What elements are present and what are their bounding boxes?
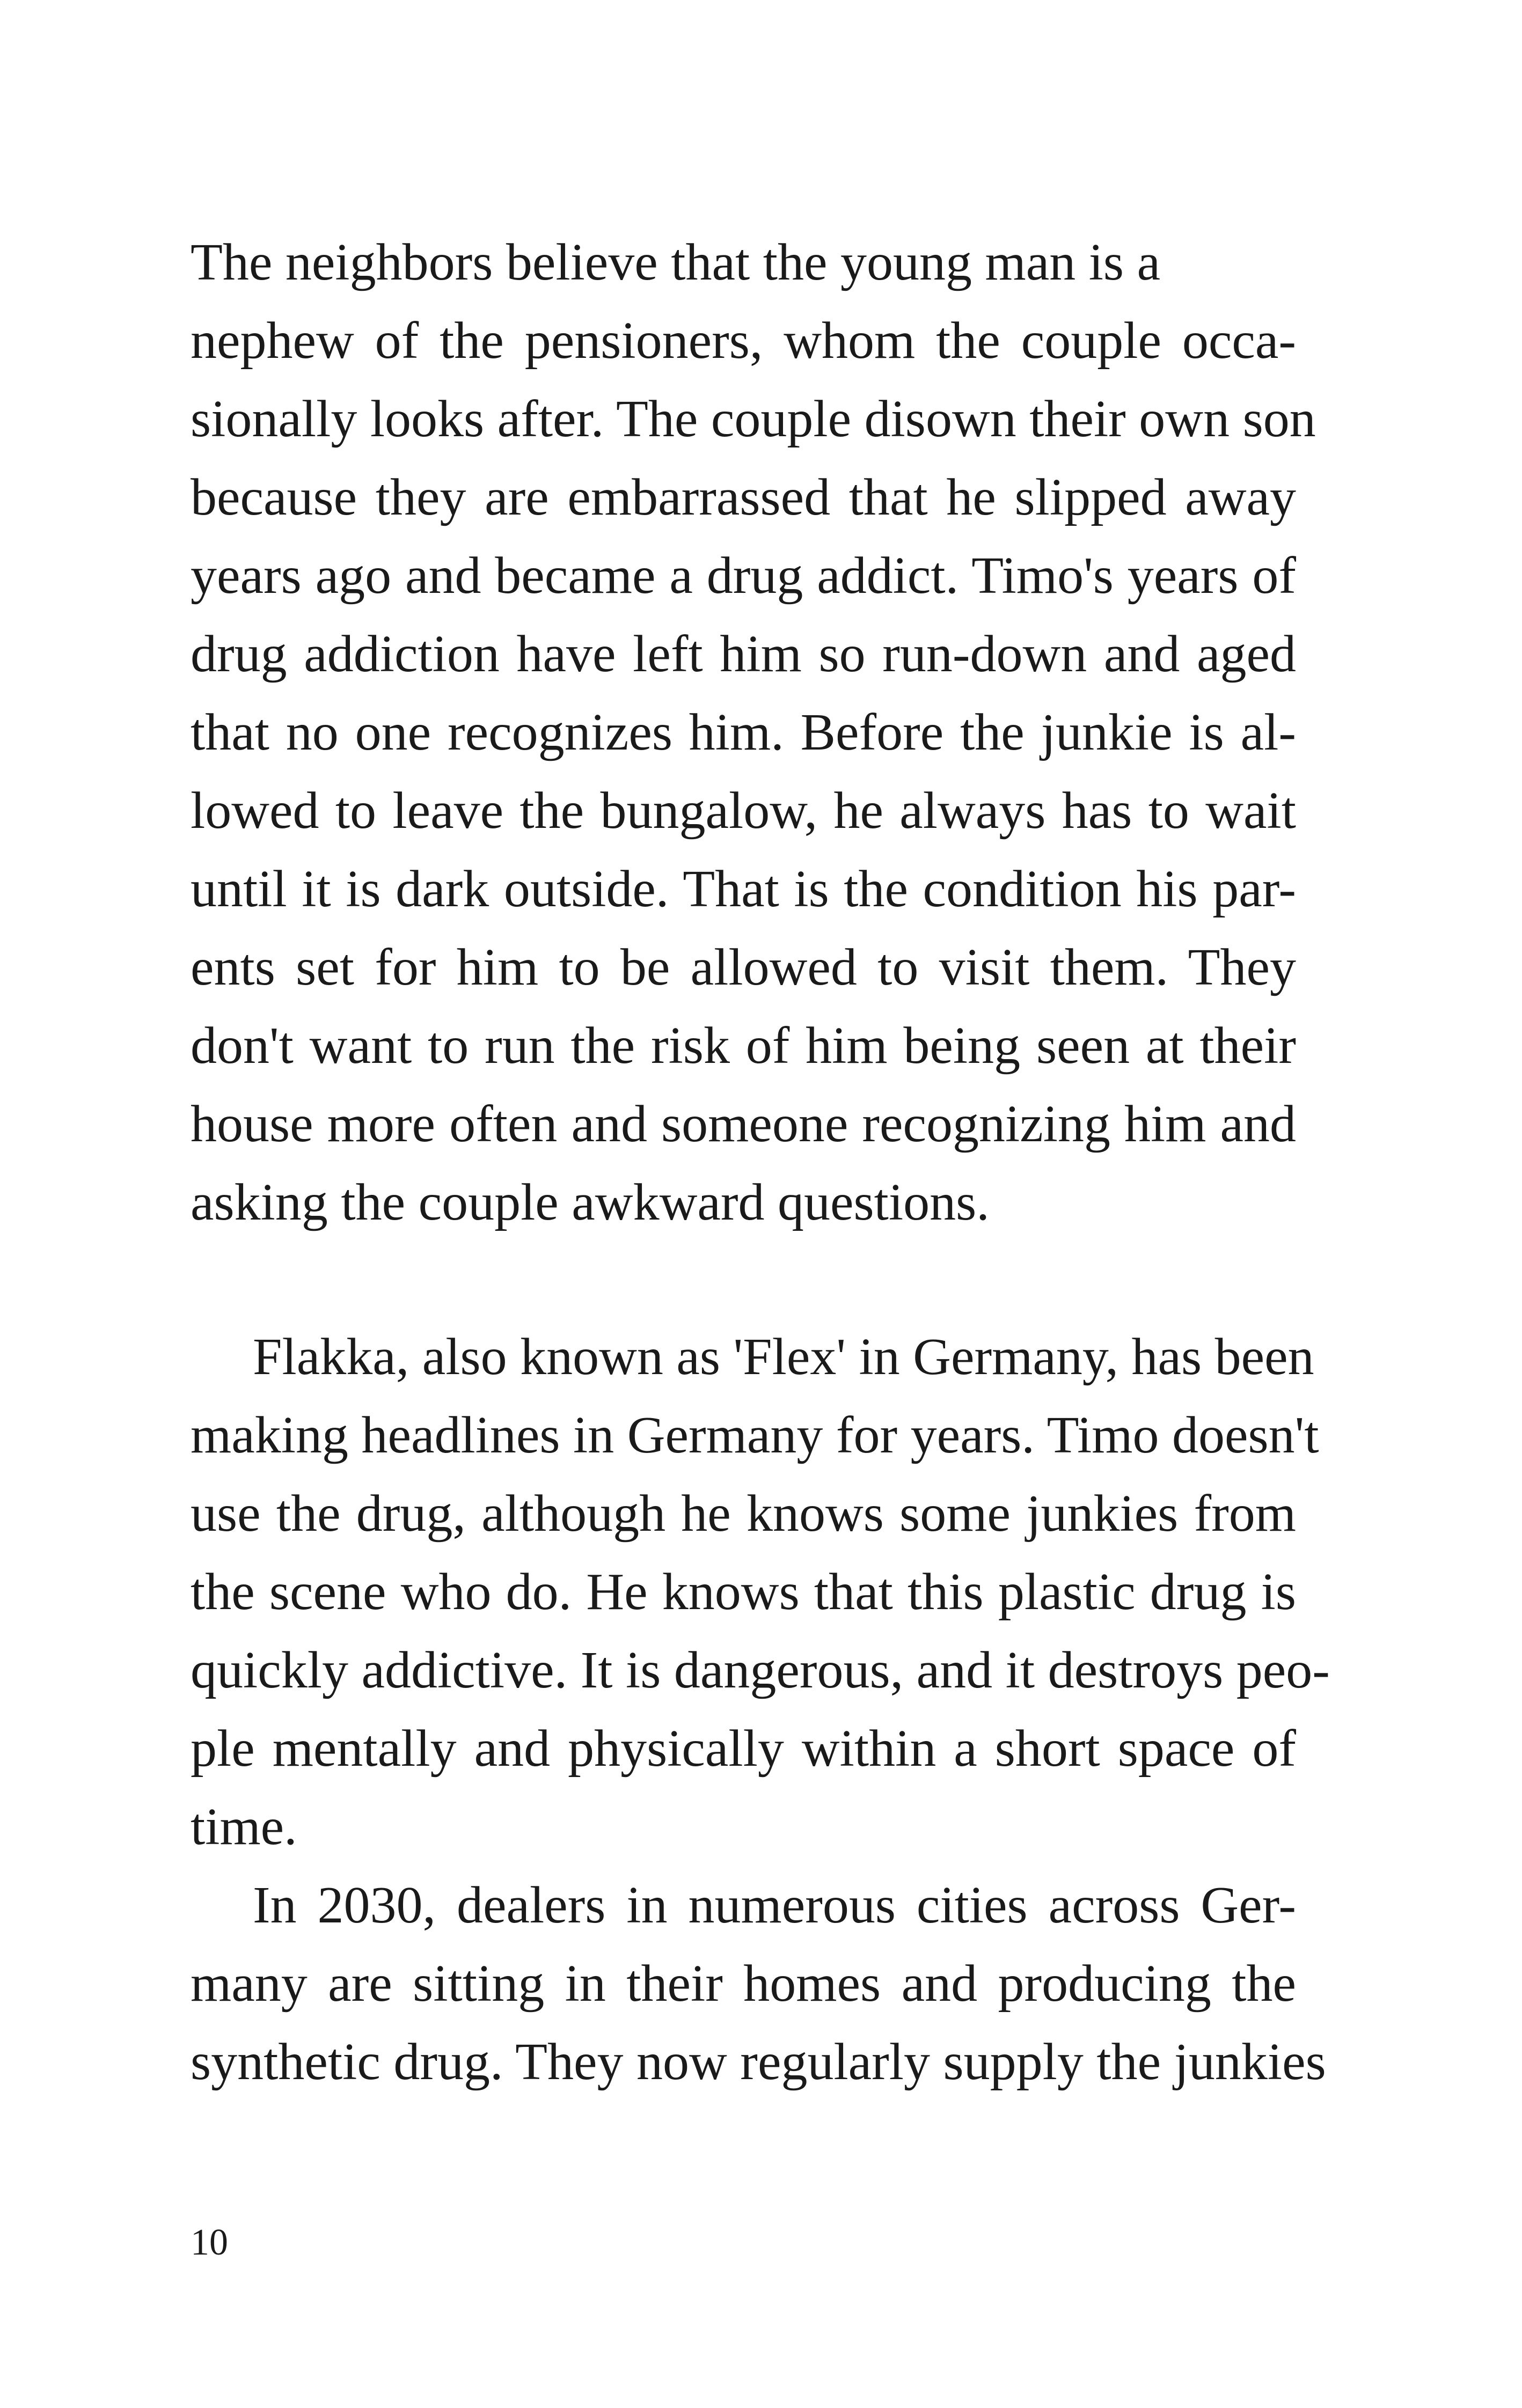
text-line: house more often and someone recognizing him and [191, 1095, 1296, 1153]
text-line: drug addiction have left him so run-down and aged [191, 625, 1296, 683]
text-line: making headlines in Germany for years. Timo doesn't [191, 1406, 1319, 1464]
text-line: the scene who do. He knows that this plastic drug is [191, 1563, 1296, 1621]
text-line: many are sitting in their homes and producing the [191, 1955, 1296, 2013]
text-line: asking the couple awkward questions. [191, 1173, 990, 1231]
text-line: don't want to run the risk of him being seen at their [191, 1017, 1296, 1075]
text-line: nephew of the pensioners, whom the couple occa- [191, 312, 1296, 370]
text-line: ple mentally and physically within a short space of [191, 1720, 1296, 1778]
text-line: that no one recognizes him. Before the junkie is al- [191, 703, 1296, 761]
text-line: ents set for him to be allowed to visit them. They [191, 938, 1296, 996]
text-line: because they are embarrassed that he slipped away [191, 468, 1296, 526]
text-line: The neighbors believe that the young man is a [191, 233, 1161, 291]
text-line: years ago and became a drug addict. Timo's years of [191, 547, 1296, 605]
text-line: In 2030, dealers in numerous cities across Ger- [253, 1876, 1296, 1934]
text-line: sionally looks after. The couple disown their own son [191, 390, 1316, 448]
text-line: synthetic drug. They now regularly supply the junkies [191, 2033, 1326, 2091]
text-line: quickly addictive. It is dangerous, and it destroys peo- [191, 1641, 1330, 1699]
text-line: lowed to leave the bungalow, he always has to wait [191, 782, 1296, 840]
page-number: 10 [191, 2222, 228, 2263]
text-line: use the drug, although he knows some junkies from [191, 1485, 1296, 1543]
text-line: until it is dark outside. That is the condition his par- [191, 860, 1296, 918]
text-line: time. [191, 1798, 297, 1856]
text-line: Flakka, also known as 'Flex' in Germany, has been [253, 1328, 1314, 1386]
